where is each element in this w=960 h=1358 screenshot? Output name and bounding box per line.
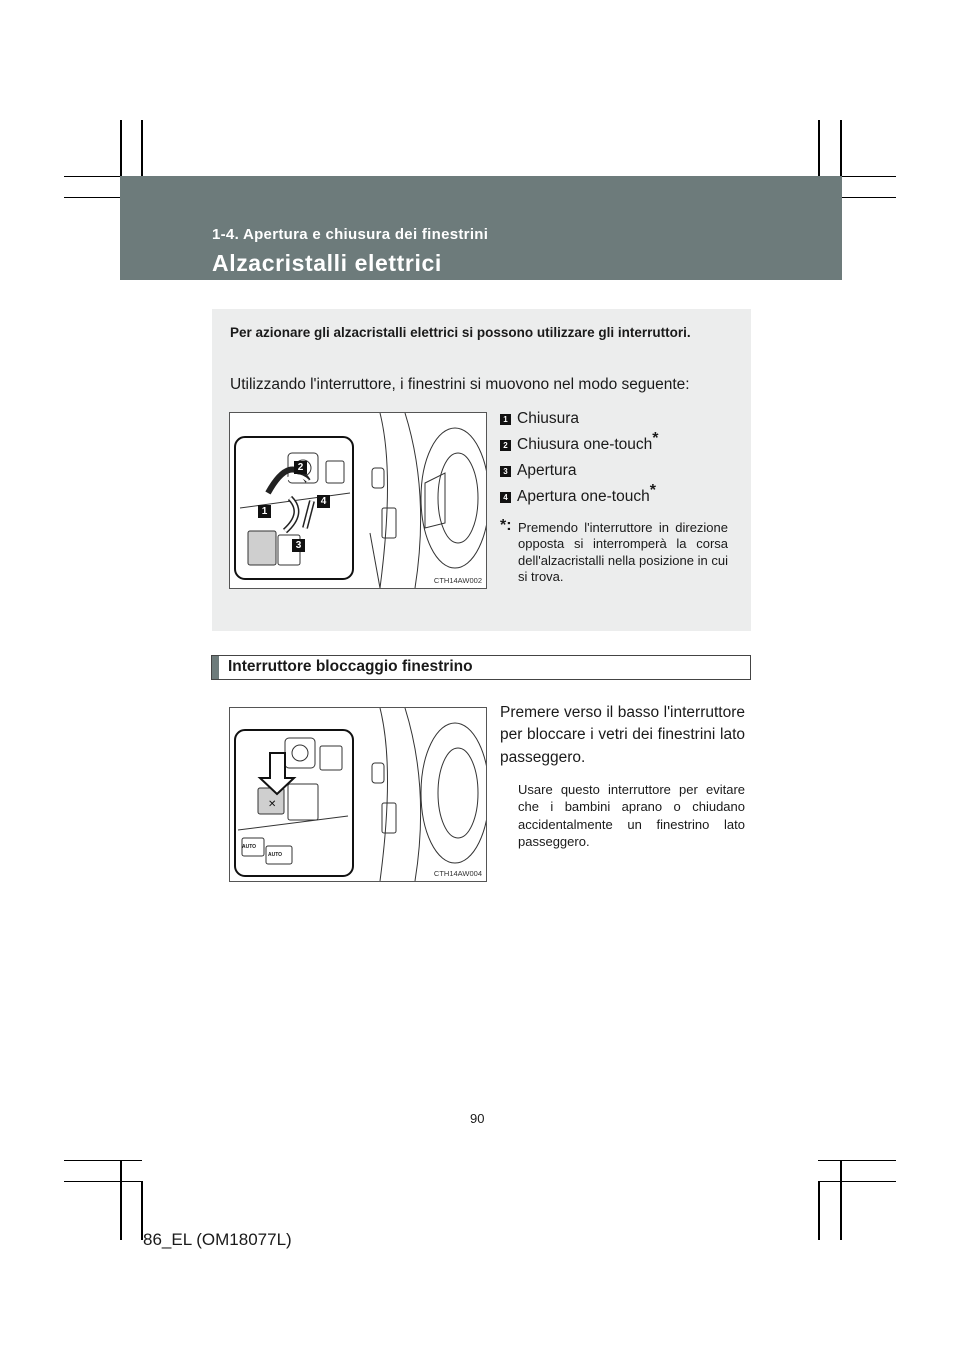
subsection-note: Usare questo interruttore per evitare che i bambini aprano o chiudano accidentalmente un finestrino lato passeggero. xyxy=(518,782,745,849)
auto-button-label: AUTO xyxy=(268,852,283,858)
callout-3: 3 xyxy=(292,539,305,552)
asterisk: * xyxy=(649,482,656,499)
lock-switch-illustration xyxy=(229,707,487,882)
subsection-body: Premere verso il basso l'interruttore per bloccare i vetri dei finestrini lato passeggero. xyxy=(500,704,745,766)
subsection-header xyxy=(211,655,751,680)
crop-mark xyxy=(818,1181,896,1182)
legend-number: 3 xyxy=(500,466,511,477)
footnote-mark: *: xyxy=(500,517,512,534)
legend-label: Chiusura xyxy=(517,410,580,427)
crop-mark xyxy=(840,1160,842,1240)
crop-mark xyxy=(64,1160,142,1161)
legend-item xyxy=(500,462,576,480)
window-switch-illustration xyxy=(229,412,487,589)
callout-4: 4 xyxy=(317,495,330,508)
figure-code: CTH14AW002 xyxy=(433,576,482,585)
legend-number: 2 xyxy=(500,440,511,451)
window-switch-drawing xyxy=(230,413,486,588)
crop-mark xyxy=(120,1160,122,1240)
section-label: 1-4. Apertura e chiusura dei finestrini xyxy=(212,226,489,243)
legend-label: Chiusura one-touch xyxy=(517,436,653,453)
figure-code: CTH14AW004 xyxy=(433,869,482,878)
page-number: 90 xyxy=(470,1111,485,1126)
document-code: 86_EL (OM18077L) xyxy=(143,1230,292,1249)
callout-2: 2 xyxy=(294,461,307,474)
legend-number: 4 xyxy=(500,492,511,503)
subsection-accent xyxy=(212,656,219,679)
legend-number: 1 xyxy=(500,414,511,425)
legend-item xyxy=(500,410,579,428)
intro-text: Utilizzando l'interruttore, i finestrini si muovono nel modo seguente: xyxy=(230,376,690,393)
legend-label: Apertura one-touch xyxy=(517,488,650,505)
legend-label: Apertura xyxy=(517,462,577,479)
legend-item xyxy=(500,482,656,506)
page-title: Alzacristalli elettrici xyxy=(212,250,442,276)
footnote: Premendo l'interruttore in direzione opposta si interromperà la corsa dell'alzacristalli nella posizione in cui si trova. xyxy=(518,520,728,585)
subsection-title: Interruttore bloccaggio finestrino xyxy=(228,658,473,675)
auto-button-label: AUTO xyxy=(242,844,257,850)
callout-1: 1 xyxy=(258,505,271,518)
asterisk: * xyxy=(652,430,659,447)
intro-bold-text: Per azionare gli alzacristalli elettrici si possono utilizzare gli interruttori. xyxy=(230,325,691,340)
svg-text:✕: ✕ xyxy=(268,799,277,810)
crop-mark xyxy=(64,1181,142,1182)
crop-mark xyxy=(818,1160,896,1161)
crop-mark xyxy=(818,1181,820,1240)
legend-item xyxy=(500,430,659,454)
